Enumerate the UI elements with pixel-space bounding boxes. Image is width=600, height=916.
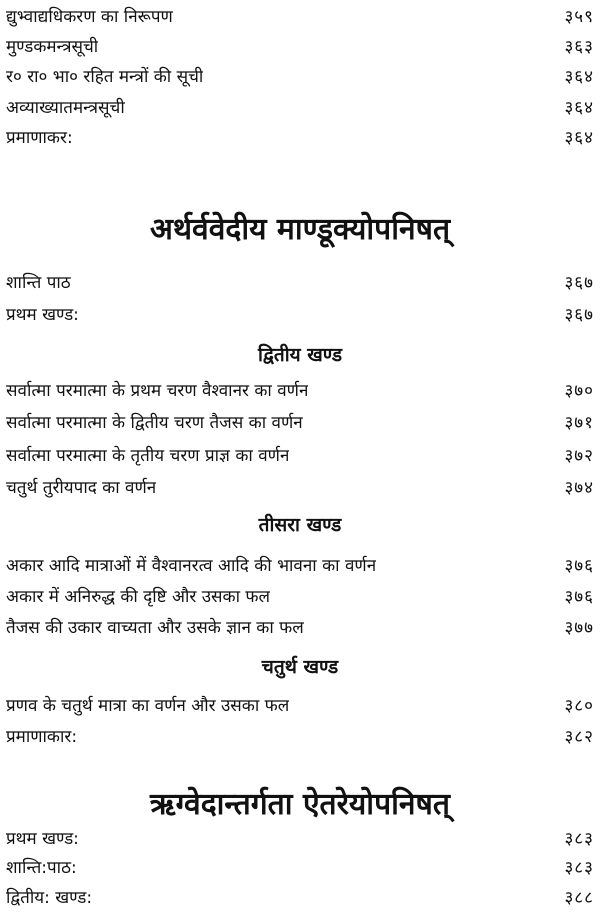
toc-entry (6, 691, 594, 721)
entry-title: प्रथम खण्ड: (6, 305, 79, 325)
toc-entry (6, 853, 594, 883)
toc-entry (6, 551, 594, 581)
subsection-heading-chaturth: चतुर्थ खण्ड (261, 656, 339, 678)
entry-title: द्वितीय: खण्ड: (6, 888, 93, 908)
entry-page: ३७६ (564, 587, 594, 607)
entry-title: द्युभ्वाद्यधिकरण का निरूपण (6, 7, 173, 27)
entry-page: ३७४ (564, 478, 594, 498)
toc-entry (6, 62, 594, 92)
entry-title: प्रमाणाकर: (6, 128, 73, 148)
toc-entry (6, 93, 594, 123)
entry-title: शान्ति पाठ (6, 273, 71, 293)
toc-entry (6, 2, 594, 32)
entry-page: ३६४ (564, 98, 594, 118)
toc-entry (6, 722, 594, 752)
entry-title: र० रा० भा० रहित मन्त्रों की सूची (6, 67, 204, 87)
entry-title: प्रणव के चतुर्थ मात्रा का वर्णन और उसका फल (6, 696, 290, 716)
entry-title: सर्वात्मा परमात्मा के प्रथम चरण वैश्वानर का वर्णन (6, 381, 309, 401)
entry-title: प्रमाणाकार: (6, 727, 78, 747)
entry-title: तैजस की उकार वाच्यता और उसके ज्ञान का फल (6, 618, 304, 638)
entry-page: ३८३ (564, 858, 594, 878)
entry-page: ३८८ (564, 888, 594, 908)
subsection-heading-dvitiya: द्वितीय खण्ड (258, 344, 342, 366)
entry-page: ३७० (564, 381, 594, 401)
entry-page: ३६४ (564, 128, 594, 148)
toc-entry (6, 32, 594, 62)
entry-title: अकार में अनिरुद्ध की दृष्टि और उसका फल (6, 587, 271, 607)
section-heading-aitareya: ऋग्वेदान्तर्गता ऐतरेयोपनिषत् (150, 787, 450, 822)
entry-title: सर्वात्मा परमात्मा के द्वितीय चरण तैजस का वर्णन (6, 413, 303, 433)
toc-entry (6, 300, 594, 330)
entry-page: ३६७ (564, 305, 594, 325)
toc-entry (6, 376, 594, 406)
subsection-heading-tisra: तीसरा खण्ड (258, 514, 342, 536)
entry-title: शान्ति:पाठ: (6, 858, 77, 878)
entry-title: प्रथम खण्ड: (6, 829, 79, 849)
toc-entry (6, 268, 594, 298)
entry-title: अकार आदि मात्राओं में वैश्वानरत्व आदि की भावना का वर्णन (6, 556, 377, 576)
entry-page: ३७६ (564, 556, 594, 576)
toc-entry (6, 883, 594, 913)
toc-entry (6, 824, 594, 854)
entry-title: सर्वात्मा परमात्मा के तृतीय चरण प्राज्ञ का वर्णन (6, 446, 290, 466)
toc-entry (6, 123, 594, 153)
toc-entry (6, 613, 594, 643)
entry-page: ३७७ (564, 618, 594, 638)
entry-page: ३७१ (564, 413, 594, 433)
entry-title: अव्याख्यातमन्त्रसूची (6, 98, 125, 118)
entry-page: ३८० (564, 696, 594, 716)
entry-title: मुण्डकमन्त्रसूची (6, 37, 99, 57)
entry-page: ३६४ (564, 67, 594, 87)
toc-entry (6, 441, 594, 471)
section-heading-mandukya: अर्थर्ववेदीय माण्डूक्योपनिषत् (149, 212, 451, 247)
entry-page: ३६३ (564, 37, 594, 57)
entry-page: ३५९ (564, 7, 594, 27)
toc-entry (6, 408, 594, 438)
toc-entry (6, 473, 594, 503)
entry-page: ३७२ (564, 446, 594, 466)
toc-entry (6, 582, 594, 612)
entry-page: ३८२ (564, 727, 594, 747)
entry-page: ३६७ (564, 273, 594, 293)
entry-title: चतुर्थ तुरीयपाद का वर्णन (6, 478, 157, 498)
entry-page: ३८३ (564, 829, 594, 849)
